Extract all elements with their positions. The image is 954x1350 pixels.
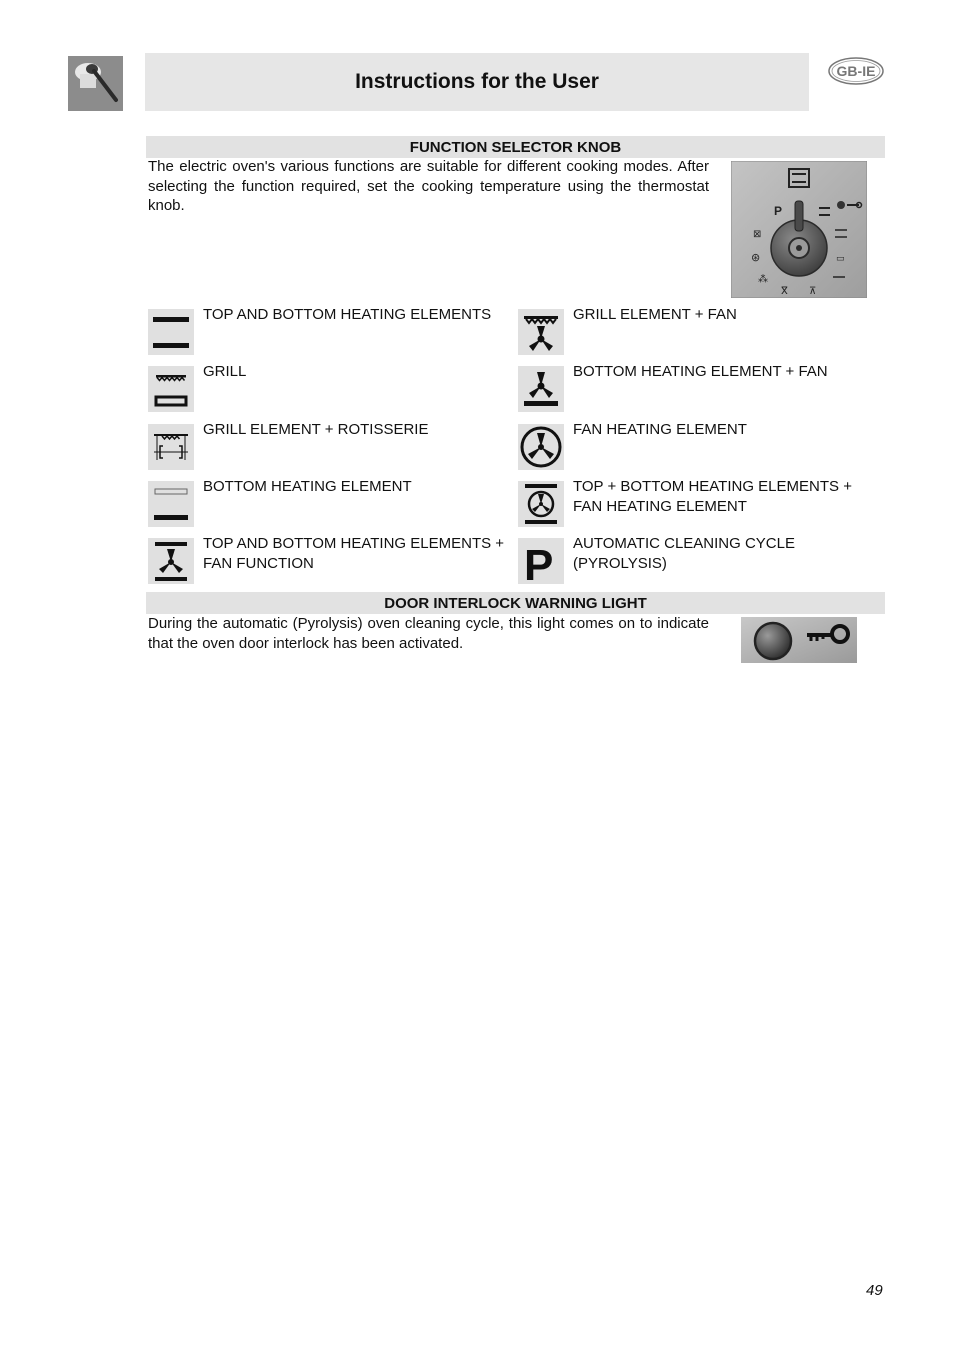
function-label: FAN HEATING ELEMENT — [573, 421, 747, 438]
top-bottom-fan-heating-icon — [518, 481, 564, 527]
pyrolysis-symbol: P — [524, 541, 554, 584]
knob-p-symbol: P — [774, 204, 783, 218]
svg-text:⊛: ⊛ — [751, 251, 761, 264]
page-header — [145, 53, 809, 111]
svg-text:⊼: ⊼ — [809, 286, 817, 297]
svg-text:⊠: ⊠ — [753, 229, 762, 240]
grill-icon — [148, 366, 194, 412]
grill-fan-icon — [518, 309, 564, 355]
function-label: TOP AND BOTTOM HEATING ELEMENTS — [203, 306, 492, 323]
door-interlock-description: During the automatic (Pyrolysis) oven cleaning cycle, this light comes on to indicate that the oven door interlock has been activated. — [148, 615, 709, 652]
svg-text:▭: ▭ — [836, 254, 845, 264]
grill-rotisserie-icon — [148, 424, 194, 470]
function-label: GRILL ELEMENT + FAN — [573, 306, 737, 323]
function-selector-description: The electric oven's various functions are suitable for different cooking modes. After selecting the function required, set the cooking temperature using the thermostat knob. — [148, 158, 709, 214]
region-badge — [828, 57, 884, 85]
function-knob-image — [731, 161, 867, 298]
svg-text:ⴳ: ⴳ — [781, 286, 788, 297]
function-label: GRILL — [203, 363, 247, 380]
door-interlock-heading: DOOR INTERLOCK WARNING LIGHT — [146, 592, 885, 614]
function-label: BOTTOM HEATING ELEMENT — [203, 478, 412, 495]
pyrolysis-icon — [518, 538, 564, 584]
region-badge-text: GB-IE — [836, 63, 876, 79]
cooking-logo — [68, 56, 123, 111]
svg-text:⁂: ⁂ — [758, 274, 768, 285]
fan-heating-icon — [518, 424, 564, 470]
function-label: TOP AND BOTTOM HEATING ELEMENTS + FAN FUNCTION — [203, 535, 505, 572]
bottom-fan-icon — [518, 366, 564, 412]
function-label: BOTTOM HEATING ELEMENT + FAN — [573, 363, 828, 380]
function-label: AUTOMATIC CLEANING CYCLE (PYROLYSIS) — [573, 535, 795, 572]
page-title: Instructions for the User — [355, 70, 599, 93]
door-lock-light-image — [741, 617, 857, 663]
function-selector-heading: FUNCTION SELECTOR KNOB — [146, 136, 885, 158]
top-bottom-fan-function-icon — [148, 538, 194, 584]
bottom-heating-icon — [148, 481, 194, 527]
page-number: 49 — [866, 1282, 883, 1299]
top-bottom-heating-icon — [148, 309, 194, 355]
function-label: TOP + BOTTOM HEATING ELEMENTS + FAN HEATING ELEMENT — [573, 478, 852, 515]
function-label: GRILL ELEMENT + ROTISSERIE — [203, 421, 429, 438]
